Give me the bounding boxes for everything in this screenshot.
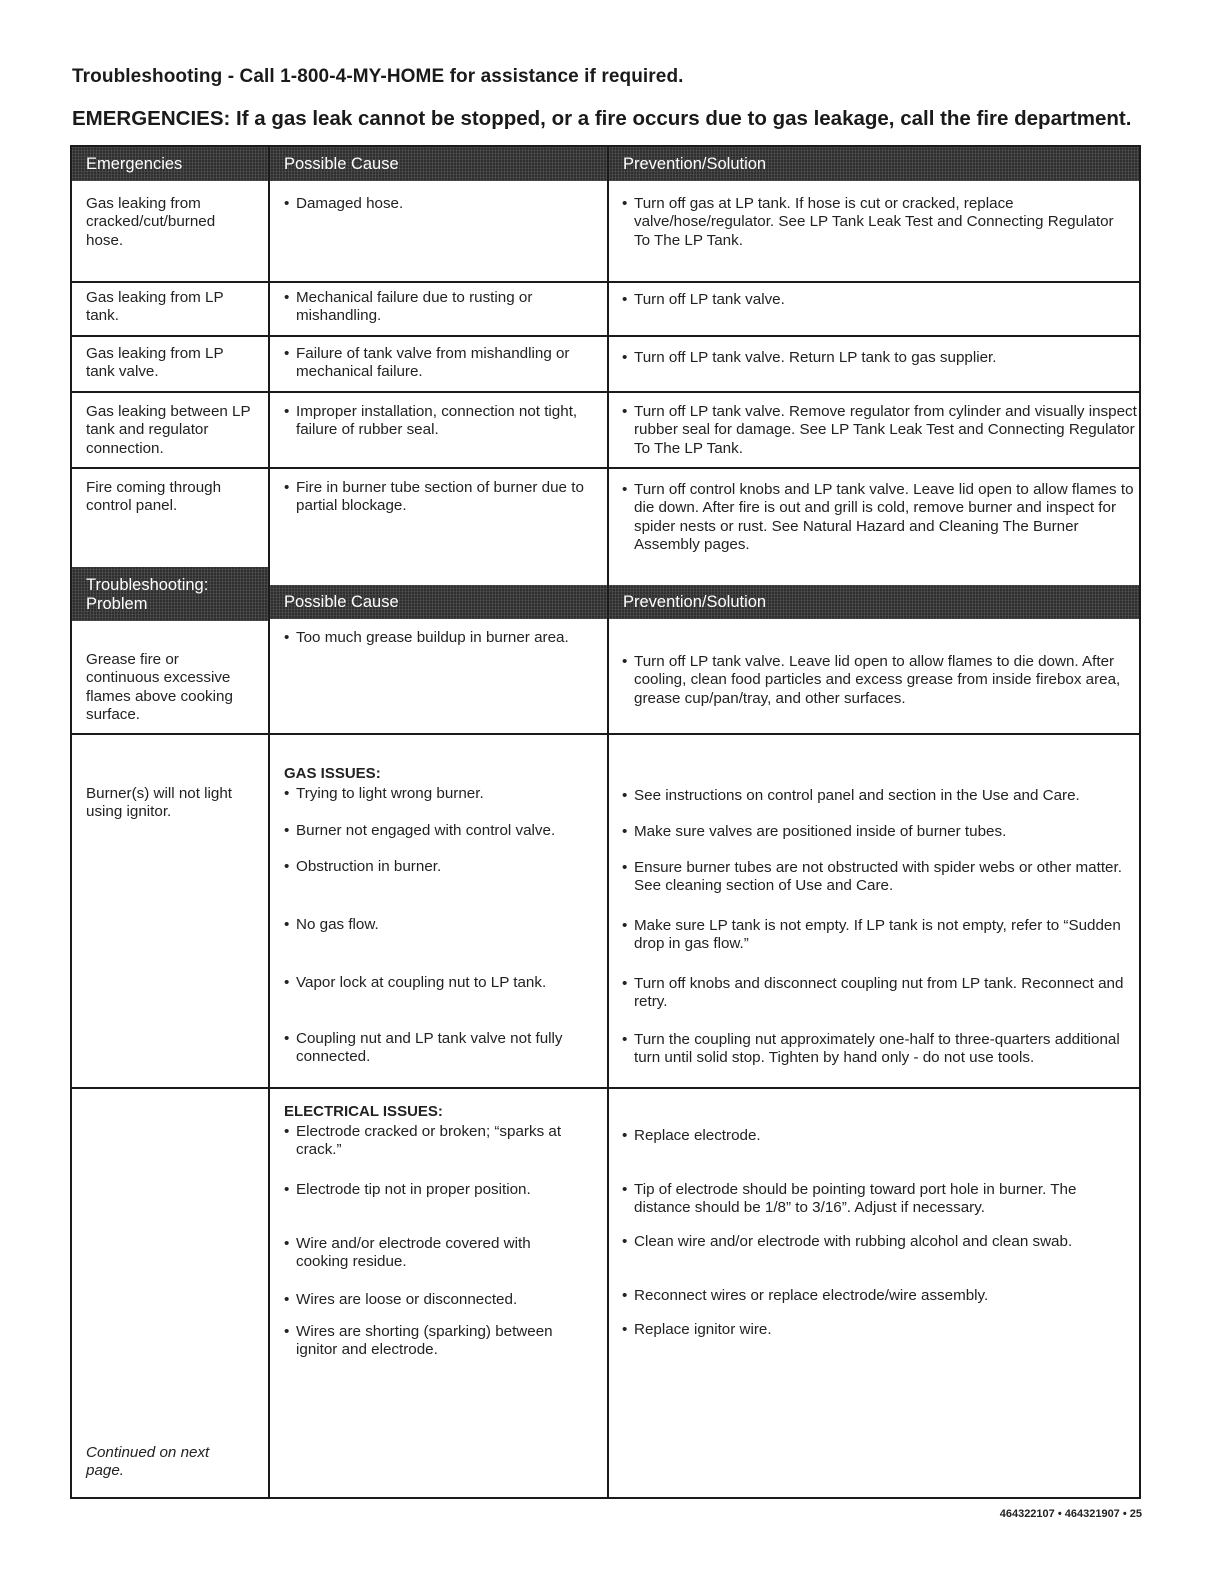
cause-text: • No gas flow. [284, 916, 606, 934]
emergency-text: Gas leaking between LP tank and regulator connection. [86, 403, 251, 457]
cause-text: • Damaged hose. [284, 195, 606, 213]
solution-text: • Tip of electrode should be pointing toward port hole in burner. The distance should be 1/8” to 3/16”. Adjust if necessary. [622, 1181, 1124, 1218]
cause-text: • Wires are loose or disconnected. [284, 1291, 606, 1309]
table-row [72, 393, 1139, 469]
cause-text: • Vapor lock at coupling nut to LP tank. [284, 974, 606, 992]
table-row [72, 469, 1139, 582]
cause-text: • Wires are shorting (sparking) between ignitor and electrode. [284, 1323, 596, 1360]
solution-text: • Turn off LP tank valve. [622, 291, 1124, 309]
continued-note: Continued on next page. [86, 1444, 210, 1480]
solution-text: • Turn the coupling nut approximately one-half to three-quarters additional turn until solid stop. Tighten by hand only - do not use tools. [622, 1031, 1144, 1068]
cause-text: • Obstruction in burner. [284, 858, 606, 876]
table-row [72, 283, 1139, 337]
solution-text: • Turn off knobs and disconnect coupling nut from LP tank. Reconnect and retry. [622, 975, 1134, 1012]
cause-text: • Too much grease buildup in burner area. [284, 629, 616, 647]
header-troubleshooting-problem: Troubleshooting: Problem [72, 567, 268, 621]
cause-text: • Mechanical failure due to rusting or mishandling. [284, 289, 596, 326]
solution-text: • Clean wire and/or electrode with rubbing alcohol and clean swab. [622, 1233, 1124, 1251]
cause-text: • Burner not engaged with control valve. [284, 822, 606, 840]
header-prevention-solution: Prevention/Solution [609, 147, 1139, 181]
cause-text: • Fire in burner tube section of burner due to partial blockage. [284, 479, 606, 516]
emergency-text: Gas leaking from LP tank valve. [86, 345, 224, 381]
table-row [72, 619, 1139, 735]
solution-text: • Turn off LP tank valve. Return LP tank to gas supplier. [622, 349, 1134, 367]
gas-issues-title: GAS ISSUES: [284, 765, 381, 782]
solution-text: • Turn off LP tank valve. Remove regulator from cylinder and visually inspect rubber seal for damage. See LP Tank Leak Test and Connecting Regulator To The LP Tank. [622, 403, 1139, 458]
cause-text: • Wire and/or electrode covered with cooking residue. [284, 1235, 586, 1272]
solution-text: • Replace electrode. [622, 1127, 1124, 1145]
solution-text: • Make sure valves are positioned inside of burner tubes. [622, 823, 1124, 841]
table-row [72, 735, 1139, 1089]
header-possible-cause: Possible Cause [270, 585, 607, 619]
emergency-text: Gas leaking from LP tank. [86, 289, 224, 325]
electrical-issues-title: ELECTRICAL ISSUES: [284, 1103, 443, 1120]
cause-text: • Electrode cracked or broken; “sparks at crack.” [284, 1123, 596, 1160]
solution-text: • Ensure burner tubes are not obstructed with spider webs or other matter. See cleaning section of Use and Care. [622, 859, 1124, 896]
solution-text: • See instructions on control panel and section in the Use and Care. [622, 787, 1124, 805]
problem-text: Grease fire or continuous excessive flames above cooking surface. [86, 651, 233, 724]
cause-text: • Failure of tank valve from mishandling or mechanical failure. [284, 345, 616, 382]
solution-text: • Turn off control knobs and LP tank valve. Leave lid open to allow flames to die down. After fire is out and grill is cold, remove burner and inspect for spider nests or rust. See Natural Hazard and Cleaning The Burner Assembly pages. [622, 481, 1144, 555]
solution-text: • Turn off gas at LP tank. If hose is cut or cracked, replace valve/hose/regulator. See LP Tank Leak Test and Connecting Regulator To The LP Tank. [622, 195, 1124, 250]
page-footer: 464322107 • 464321907 • 25 [999, 1508, 1142, 1520]
emergency-text: Gas leaking from cracked/cut/burned hose. [86, 195, 216, 249]
cause-text: • Electrode tip not in proper position. [284, 1181, 606, 1199]
header-prevention-solution: Prevention/Solution [609, 585, 1139, 619]
emergency-heading: EMERGENCIES: If a gas leak cannot be stopped, or a fire occurs due to gas leakage, call the fire department. [72, 107, 1132, 130]
troubleshooting-table [70, 145, 1141, 1499]
cause-text: • Trying to light wrong burner. [284, 785, 606, 803]
cause-text: • Improper installation, connection not tight, failure of rubber seal. [284, 403, 606, 440]
solution-text: • Turn off LP tank valve. Leave lid open to allow flames to die down. After cooling, clean food particles and excess grease from inside firebox area, grease cup/pan/tray, and other surfaces. [622, 653, 1124, 708]
table-row [72, 181, 1139, 283]
header-possible-cause: Possible Cause [270, 147, 607, 181]
emergency-text: Fire coming through control panel. [86, 479, 222, 515]
header-emergencies: Emergencies [72, 147, 268, 181]
page-heading: Troubleshooting - Call 1-800-4-MY-HOME for assistance if required. [72, 66, 684, 87]
solution-text: • Reconnect wires or replace electrode/wire assembly. [622, 1287, 1124, 1305]
solution-text: • Make sure LP tank is not empty. If LP tank is not empty, refer to “Sudden drop in gas flow.” [622, 917, 1124, 954]
cause-text: • Coupling nut and LP tank valve not fully connected. [284, 1030, 606, 1067]
table-row [72, 1089, 1139, 1499]
table-row [72, 337, 1139, 393]
problem-text: Burner(s) will not light using ignitor. [86, 785, 233, 821]
solution-text: • Replace ignitor wire. [622, 1321, 1124, 1339]
